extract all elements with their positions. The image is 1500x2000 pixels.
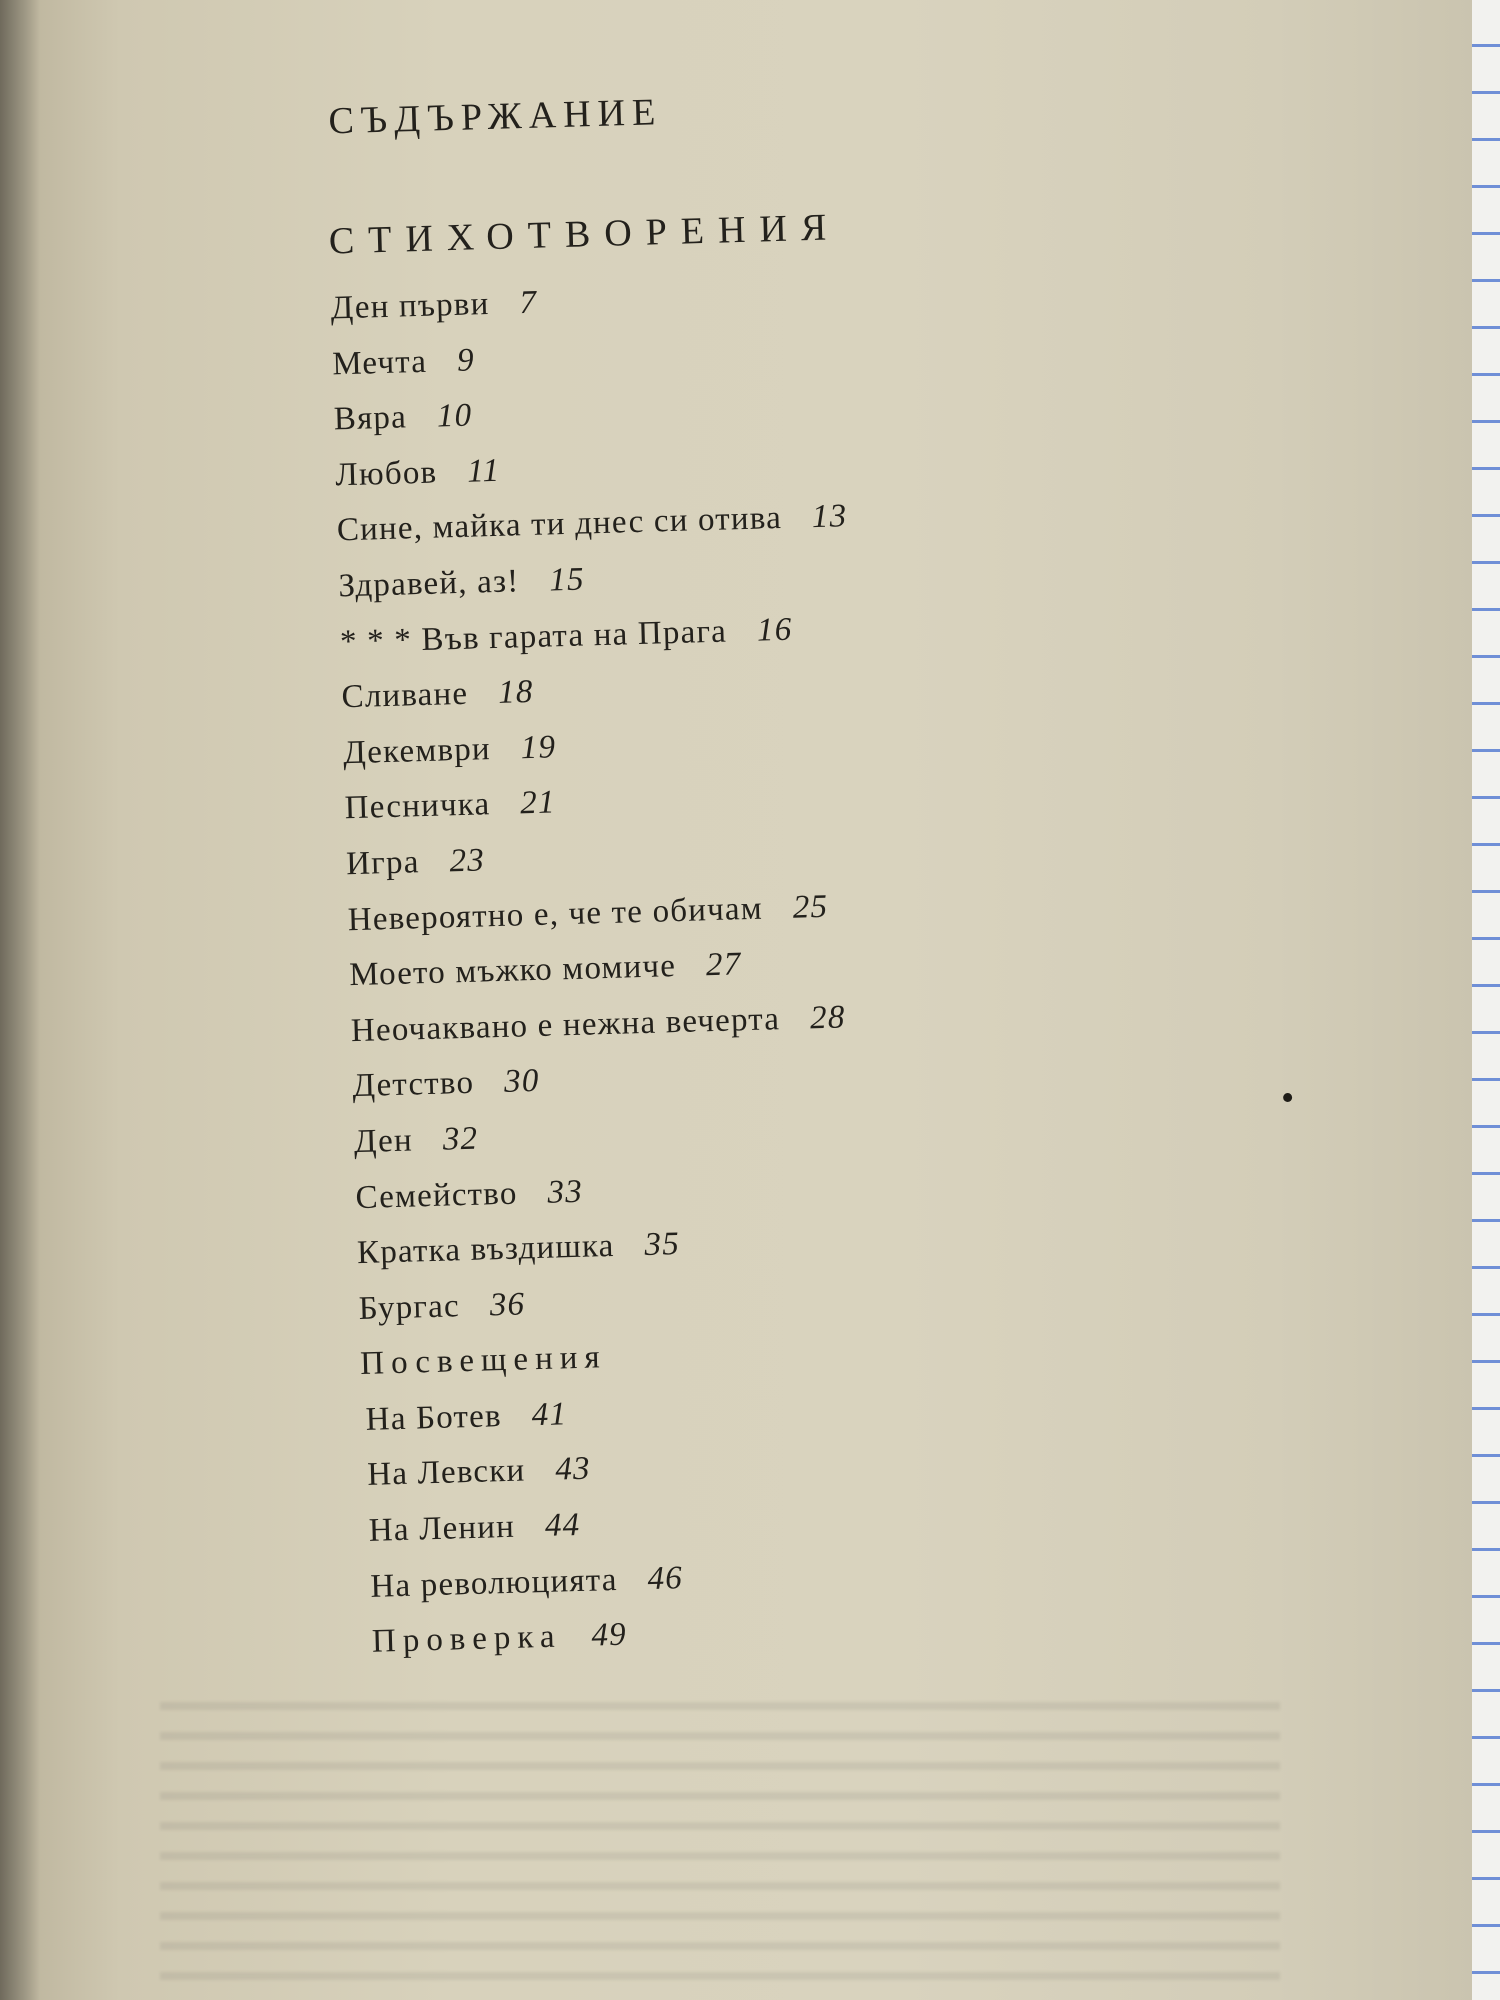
entry-title: На Ботев xyxy=(365,1397,503,1438)
page-number: 36 xyxy=(489,1286,526,1324)
page-number: 15 xyxy=(548,561,586,599)
page-number: 9 xyxy=(456,342,476,379)
entry-title: Кратка въздишка xyxy=(356,1227,615,1272)
page-number: 23 xyxy=(449,842,486,880)
subsection-title: Посвещения xyxy=(359,1339,608,1383)
toc-list xyxy=(330,254,1368,1671)
entry-title: На Ленин xyxy=(368,1508,516,1549)
entry-title: Проверка xyxy=(371,1618,562,1661)
entry-title: Декември xyxy=(342,730,492,772)
page-number: 44 xyxy=(544,1507,581,1544)
page-number: 28 xyxy=(809,999,846,1037)
entry-title: * * * Във гарата на Прага xyxy=(339,613,728,660)
page-number: 21 xyxy=(519,784,557,822)
page-number: 7 xyxy=(518,284,538,322)
entry-title: Вяра xyxy=(333,399,408,438)
entry-title: Невероятно е, че те обичам xyxy=(347,890,764,938)
entry-title: Бургас xyxy=(358,1287,461,1327)
page-number: 32 xyxy=(442,1120,479,1158)
page-number: 35 xyxy=(643,1226,681,1264)
entry-title: Мечта xyxy=(331,343,428,383)
entry-title: Сине, майка ти днес си отива xyxy=(336,500,783,549)
page-number: 11 xyxy=(466,452,501,490)
page-number: 33 xyxy=(546,1173,584,1211)
entry-title: Ден първи xyxy=(330,286,490,327)
entry-title: Моето мъжко момиче xyxy=(348,948,677,994)
page-number: 41 xyxy=(531,1396,568,1434)
page-number: 18 xyxy=(497,674,535,712)
toc-title: СЪДЪРЖАНИЕ xyxy=(327,91,663,143)
page-number: 16 xyxy=(756,611,793,649)
section-title: СТИХОТВОРЕНИЯ xyxy=(328,206,841,263)
page-number: 25 xyxy=(792,888,829,926)
entry-title: Детство xyxy=(351,1065,475,1105)
page-number: 30 xyxy=(503,1063,541,1101)
entry-title: Песничка xyxy=(344,786,491,827)
entry-title: Игра xyxy=(345,844,421,883)
page-number: 43 xyxy=(554,1451,592,1489)
entry-title: На революцията xyxy=(369,1561,619,1605)
entry-title: На Левски xyxy=(366,1452,526,1494)
page-number: 19 xyxy=(520,729,557,767)
page-number: 46 xyxy=(647,1559,684,1597)
page-number: 49 xyxy=(590,1616,628,1654)
page-number: 10 xyxy=(436,397,473,435)
page-number: 27 xyxy=(705,946,742,984)
entry-title: Ден xyxy=(353,1122,414,1161)
bleed-through-text xyxy=(160,1680,1280,1980)
entry-title: Здравей, аз! xyxy=(337,563,520,605)
entry-title: Семейство xyxy=(355,1175,518,1216)
entry-title: Неочаквано е нежна вечерта xyxy=(350,1000,781,1049)
entry-title: Сливане xyxy=(341,675,469,716)
page-number: 13 xyxy=(811,498,848,536)
entry-title: Любов xyxy=(334,454,438,494)
